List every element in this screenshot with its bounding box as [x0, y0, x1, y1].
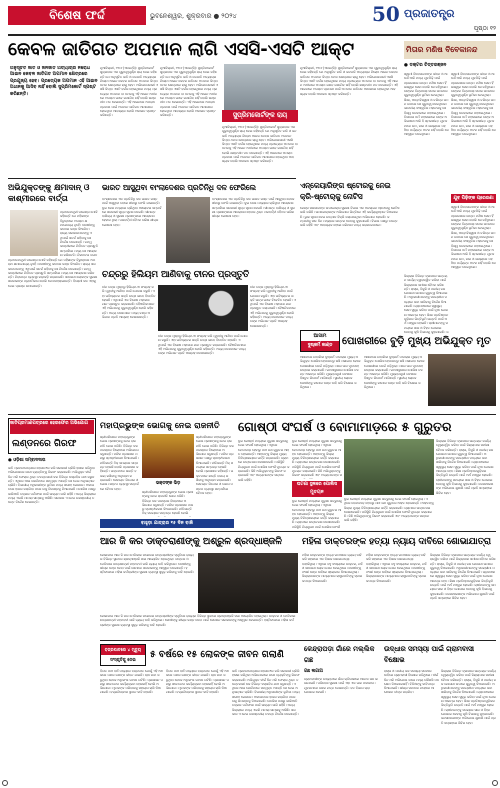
modi-body-b: ପ୍ରଧାନମନ୍ତ୍ରୀ ନରେନ୍ଦ୍ର ମୋଦି କହିଛନ୍ତି ଯେ ମହିଳାଙ୍କ ବିରୁଦ୍ଧରେ ଅପରାଧ କ୍ଷମାଯୋଗ୍ୟ ନୁହେଁ। ଦୋଷୀଙ୍କୁ କଠୋର ଦଣ୍ଡ ଦିଆଯିବ। ରାଜ୍ୟ ସରକାରମାନଙ୍କୁ ଏଥିପାଇଁ ସତର୍କ ରହିବାକୁ ସେ ନିର୍ଦ୍ଦେଶ ଦେଇଛନ୍ତି। ଜମ୍ମୁ କାଶ୍ମୀରରେ ନିର୍ବାଚନ ପ୍ରସ୍ତୁତି ସମ୍ପର୍କରେ ମଧ୍ୟ ସେ ଆଲୋଚନା କରିଛନ୍ତି। ନିରାପତ୍ତା ବ୍ୟବସ୍ଥା କଡ଼ାକଡ଼ି କରାଯାଇଛି। ସାଧାରଣ ଲୋକଙ୍କ ସୁରକ୍ଷା ସରକାରଙ୍କ ପ୍ରାଥମିକତା ବୋଲି ସେ ଦୋହରାଇଛନ୍ତି। ବିରୋଧୀ ଦଳ ଏହାକୁ ନେଇ ପ୍ରଶ୍ନ ଉଠାଇଛନ୍ତି।: [8, 258, 98, 288]
assam-tag-top: ଆସାମ: [313, 333, 327, 339]
br1-headline: କେନ୍ଦ୍ରାପଡ଼ା ଗାଁରେ ମଲ୍ଲିକ ଗଛ: [304, 645, 375, 664]
moon-body-c: ଚୀନ ଚନ୍ଦ୍ର ପୃଷ୍ଠରୁ ହିଲିୟମ-୩ ସଂଗ୍ରହ କରି ପୃଥିବୀକୁ ଆଣିବା ପାଇଁ ଯୋଜନା କରୁଛି। ଏହା ଭବିଷ୍ୟତର ଶକ୍ତି ଉତ୍ସ ଭାବେ ବିବେଚିତ ହେଉଛି। ଏଥିପାଇଁ ଏକ ବିଶେଷ ମହାକାଶ ଯାନ ପ୍ରସ୍ତୁତ କରାଯାଉଛି। ବୈଜ୍ଞାନିକମାନେ ଏହି ଅଭିଯାନକୁ ଗୁରୁତ୍ୱପୂର୍ଣ୍ଣ ବୋଲି କହିଛନ୍ତି। ଅନ୍ୟ ଦେଶମାନେ ମଧ୍ୟ ଚନ୍ଦ୍ର ଅଭିଯାନ ପ୍ରତି ଆଗ୍ରହ ଦେଖାଉଛନ୍ତି।: [158, 334, 248, 356]
march-body-c: ଜିଲ୍ଲାର ବିଭିନ୍ନ ବ୍ଲକରେ ଉନ୍ନୟନ କାର୍ଯ୍ୟ ତ୍ୱରାନ୍ୱିତ କରିବା ପାଇଁ ଜିଲ୍ଲାପାଳ ସମୀକ୍ଷା ବୈଠକ କରିଛନ୍ତି। ରାସ୍ତା, ବିଜୁଳି ଓ ପାନୀୟ ଜଳ ଯୋଗାଣ ଉପରେ ଗୁରୁତ୍ୱ ଦିଆଯାଇଛି। ଅଧିକାରୀମାନଙ୍କୁ ସମୟସୀମା ମଧ୍ୟରେ କାମ ସାରିବାକୁ ନିର୍ଦ୍ଦେଶ ଦିଆଯାଇଛି। ଗ୍ରାମାଞ୍ଚଳରେ ସ୍ୱାସ୍ଥ୍ୟ ସେବା ସୁଦୃଢ଼ କରିବା ପାଇଁ ନୂଆ ଯୋଜନା ଆରମ୍ଭ ହେବ। ଶିକ୍ଷା ପ୍ରତିଷ୍ଠାନଗୁଡ଼ିକର ଭିତ୍ତିଭୂମି ଉନ୍ନତି ପାଇଁ ଅର୍ଥ ମଞ୍ଜୁର ହୋଇଛି। ଚାଷୀମାନଙ୍କୁ ସମୟରେ ସାର ଓ ବିହନ ଯୋଗାଇ ଦେବାକୁ କୃଷି ବିଭାଗକୁ କୁହାଯାଇଛି। ଜନସାଧାରଣଙ୍କ ଅଭିଯୋଗ ଶୁଣାଣି ପାଇଁ ପ୍ରତି ସପ୍ତାହରେ ଶିବିର ହେବ।: [430, 553, 496, 600]
page-number: ପୃଷ୍ଠା ୧୨: [473, 25, 496, 32]
rath-body-b: ଶ୍ରୀମନ୍ଦିରରେ ମହାପ୍ରଭୁଙ୍କ ଭୋଗ ପ୍ରସଙ୍ଗକୁ ନେଇ ରାଜନୀତି ଜୋର ଧରିଛି। ବିଭିନ୍ନ ଦଳ ପରସ୍ପର ବିରୋଧରେ ଅଭିଯୋଗ କରୁଛନ୍ତି। ମନ୍ଦିର ପ୍ରଶାସନ ପକ୍ଷରୁ ସ୍ପଷ୍ଟୀକରଣ ଦିଆଯାଇଛି। ନୀତିକାନ୍ତି ଠିକ୍ ସମୟରେ ସମ୍ପନ୍ନ ହେଉଛି ବୋଲି ପ୍ରଶାସକ କହିଛନ୍ତି। ଭକ୍ତମାନେ ଶାନ୍ତି ବଜାୟ ରଖିବାକୁ ଅନୁରୋଧ କରାଯାଇଛି। ସେବାୟତ ନିଯୋଗ ଓ ଭୋଗ ମଣ୍ଡପ ବ୍ୟବସ୍ଥା ସମ୍ପର୍କରେ ବୈଠକ ହେବ।: [196, 435, 234, 495]
br2-body-a: ରାସ୍ତା ଓ ପାନୀୟ ଜଳ ସମସ୍ୟା ସମାଧାନ ଦାବିରେ ଗ୍ରାମବାସୀ ବିକ୍ଷୋଭ କରିଥିଲେ। ଦୀର୍ଘ ଦିନ ଧରି ଅଭିଯୋଗ କଲେ ମଧ୍ୟ କୌଣସି ପଦକ୍ଷେପ ନିଆଯାଇନାହିଁ। ବିଡିଓଙ୍କୁ ଦାବିପତ୍ର ଦିଆଯାଇଛି। ଶୀଘ୍ର ସମାଧାନ ନହେଲେ ଆନ୍ଦୋଳନ ତୀବ୍ର କରାଯିବ।: [384, 669, 439, 695]
lead-body-col4: ନୂଆଦିଲ୍ଲୀ, ୨୩।୮(ଏଜେନ୍ସି): ସୁପ୍ରିମକୋର୍ଟ ଶୁକ୍ରବାର ଏକ ଗୁରୁତ୍ୱପୂର୍ଣ୍ଣ ରାୟ ଦେଇ କହିଛନ୍ତି ଯେ ଅନୁସୂଚିତ ଜାତି ଓ ଜନଜାତି ଅତ୍ୟାଚାର ନିରୋଧ ଆଇନ କେବଳ ଜାତିଗତ ଅପମାନ କିମ୍ବା ଧମକ କ୍ଷେତ୍ରରେ ଲାଗୁ ହେବ। ଅଭିଯୋଗକାରୀ ଏସସି କିମ୍ବା ଏସଟି ବର୍ଗର ହୋଇଥିଲେ ମଧ୍ୟ ପ୍ରତ୍ୟେକ ଅପମାନ ବା ଧମକକୁ ଏହି ଆଇନ ଅଧୀନରେ ଅପରାଧ ଭାବେ ଗଣାଯିବ ନାହିଁ ବୋଲି ଖଣ୍ଡପୀଠ ମତ ଦେଇଛନ୍ତି। ଏହି ଆଇନରେ ଅପରାଧ ପ୍ରମାଣ ପାଇଁ ଅପମାନ ଜାତିଗତ ଆଧାରରେ ହୋଇଥିବା ଆବଶ୍ୟକ ବୋଲି ଅଦାଲତ ସ୍ପଷ୍ଟ କରିଛନ୍ତି।: [300, 66, 398, 96]
bottom-body-c: ଜାତି ପ୍ରମାଣପତ୍ରରେ ହେରଫେର କରି ସରକାରୀ ଚାକିରି ହାସଲ କରିଥିବା ଅଭିଯୋଗରେ ଜଣେ ବ୍ୟକ୍ତିଙ୍କୁ ଗିରଫ କରାଯାଇଛି। ଅଭିଯୁକ୍ତ ଦୀର୍ଘ ଦିନ ଧରି ଫେରାର ଥିଲା। ତଦନ୍ତକାରୀ ଦଳ ବିଭିନ୍ନ ଦସ୍ତାବିଜ ଯାଞ୍ଚ କରୁଛନ୍ତି। ଏଥିରେ ଆଉ କେଉଁମାନେ ସମ୍ପୃକ୍ତ ଅଛନ୍ତି ସେ ନେଇ ଅନୁସନ୍ଧାନ ଚାଲିଛି। ବିଭାଗୀୟ ଅଧିକାରୀଙ୍କ ଭୂମିକା ମଧ୍ୟ ସନ୍ଦେହ ଘେରରେ। ଅଦାଲତରେ ହାଜର କରାଯିବା ପରେ ତାକୁ ରିମାଣ୍ଡକୁ ନିଆଯାଇଛି। ପୋଲିସ ପକ୍ଷରୁ ଜାଲିଆତି ଚକ୍ରର ପର୍ଦ୍ଦାଫାଶ ପାଇଁ ଉଦ୍ୟମ ଜାରି ରହିଛି। ଅନ୍ୟ ଜିଲ୍ଲାରେ ମଧ୍ୟ ଏଭଳି ମାମଲା ସାମ୍ନାକୁ ଆସିଛି। ସରକାର ଏ ନେଇ ଉଚ୍ଚସ୍ତରୀୟ ତଦନ୍ତ ନିର୍ଦ୍ଦେଶ ଦେଇଛନ୍ତି।: [232, 669, 300, 716]
kolkata-headline: ଆର ଜି କର ଡାକ୍ତରାଣୀଙ୍କୁ ଅଶ୍ରୁଳ ଶ୍ରଦ୍ଧାଞ୍ଜଳି: [100, 536, 282, 547]
registration-mark: [2, 780, 8, 786]
masthead-logo-mark: [372, 3, 402, 25]
br2-headline: ଉଦ୍ଧାର ସମସ୍ୟା ପାଇଁ ଗ୍ରାମବାସୀ ବିକ୍ଷୋଭ: [384, 645, 474, 664]
lead-headline: କେବଳ ଜାତିଗତ ଅପମାନ ଲାଗି ଏସସି-ଏସଟି ଆକ୍ଟ: [8, 39, 355, 60]
masthead-brand: ପ୍ରଜାତନ୍ତ୍ର: [404, 7, 455, 20]
opinion-byline: ● ଡକ୍ଟର ଚିତ୍ତରଞ୍ଜନ: [404, 63, 447, 68]
rath-tag: ବାହୁଡ଼ା ଯାତ୍ରାର ୧୫ ଦିନ ବାକି: [100, 519, 234, 528]
section-title: ବିଶେଷ ଫର୍ଦ୍ଦ: [49, 8, 105, 22]
bottom-headline: ୫ ବର୍ଷରେ ୧୫ ଲୋକଙ୍କ ଜୀବନ ଗଲାଣି: [150, 649, 284, 660]
modi-photo: [10, 210, 58, 256]
clash-body-a: ଦୁଇ ଗୋଷ୍ଠୀ ମଧ୍ୟରେ ପୁରୁଣା ଶତ୍ରୁତାକୁ ନେଇ ସଂଘର୍ଷ ହୋଇଥିଲା। ଏଥିରେ ବୋମାମାଡ଼ ହେବାରୁ ପାଞ୍ଚ ଜଣ ଗୁରୁତର ଆହତ ହୋଇଛନ୍ତି। ଆହତଙ୍କୁ ଜିଲ୍ଲା ମୁଖ୍ୟ ଚିକିତ୍ସାଳୟରେ ଭର୍ତ୍ତି କରାଯାଇଛି। ଗ୍ରାମରେ ଉତ୍ତେଜନା ଦେଖାଦେଇଛି। ପରିସ୍ଥିତି ନିୟନ୍ତ୍ରଣ ପାଇଁ ପୋଲିସ ଫୋର୍ସ ମୁତୟନ କରାଯାଇଛି। କିଛି ଅଭିଯୁକ୍ତଙ୍କୁ ଗିରଫ କରାଯାଇଛି ଏବଂ ଅନ୍ୟମାନଙ୍କ ସନ୍ଧାନ ଜାରି ରହିଛି।: [238, 439, 290, 482]
lower-rule: [100, 531, 496, 532]
bangladesh-photo: [166, 197, 210, 263]
notice-body: କେନ୍ଦ୍ର ସରକାରଙ୍କ ଉପଭୋକ୍ତା ସୁରକ୍ଷା ବିଭାଗ ଏକ ଅନଲାଇନ ଷ୍ଟୋରକୁ ନୋଟିସ ଜାରି କରିଛି। ଉପଭୋକ୍ତାଙ୍କ ଅଭିଯୋଗ ଭିତ୍ତିରେ ଏହି କାର୍ଯ୍ୟାନୁଷ୍ଠାନ ନିଆଯାଇଛି। ଭୁଲ ସୂଚନା ଦେଇ ଉତ୍ପାଦ ବିକ୍ରି କରାଯାଉଥିବା ଅଭିଯୋଗ ହୋଇଛି। କମ୍ପାନୀକୁ ସାତ ଦିନ ମଧ୍ୟରେ ଉତ୍ତର ଦେବାକୁ କୁହାଯାଇଛି। ବିଭାଗ ପକ୍ଷରୁ ତଦନ୍ତ ଜାରି ରହିଛି ଏବଂ ଆବଶ୍ୟକ ହେଲେ ଜରିମାନା ମଧ୍ୟ କରାଯାଇପାରେ।: [300, 206, 400, 228]
clash-headline: ଗୋଷ୍ଠୀ ସଂଘର୍ଷ ଓ ବୋମାମାଡ଼ରେ ୫ ଗୁରୁତର: [238, 419, 452, 434]
march-body-a: ମହିଳା ଡାକ୍ତରଙ୍କ ହତ୍ୟା ଘଟଣାରେ ନ୍ୟାୟ ଦାବି କରି ସହରରେ ଏକ ବିଶାଳ ଶୋଭାଯାତ୍ରା ବାହାରିଥିଲା। ଏଥିରେ ବହୁ ସଂଖ୍ୟାରେ ଡାକ୍ତର, ନର୍ସ ଓ ସାଧାରଣ ଲୋକ ଯୋଗ ଦେଇଥିଲେ। ଦୋଷୀଙ୍କୁ ଫାଶୀ ଦଣ୍ଡ ଦାବିରେ ସ୍ଲୋଗାନ ଦିଆଯାଇଥିଲା। ଜିଲ୍ଲାପାଳଙ୍କ ମାଧ୍ୟମରେ ରାଷ୍ଟ୍ରପତିଙ୍କୁ ସ୍ମାରକପତ୍ର ଦିଆଯାଇଛି।: [302, 553, 363, 583]
rath-sub: ଭକ୍ତଙ୍କ ଭିଡ଼: [155, 481, 181, 486]
clash-body-d: ଦୁଇ ଗୋଷ୍ଠୀ ମଧ୍ୟରେ ପୁରୁଣା ଶତ୍ରୁତାକୁ ନେଇ ସଂଘର୍ଷ ହୋଇଥିଲା। ଏଥିରେ ବୋମାମାଡ଼ ହେବାରୁ ପାଞ୍ଚ ଜଣ ଗୁରୁତର ଆହତ ହୋଇଛନ୍ତି। ଆହତଙ୍କୁ ଜିଲ୍ଲା ମୁଖ୍ୟ ଚିକିତ୍ସାଳୟରେ ଭର୍ତ୍ତି କରାଯାଇଛି। ଗ୍ରାମରେ ଉତ୍ତେଜନା ଦେଖାଦେଇଛି। ପରିସ୍ଥିତି ନିୟନ୍ତ୍ରଣ ପାଇଁ ପୋଲିସ ଫୋର୍ସ ମୁତୟନ କରାଯାଇଛି। କିଛି ଅଭିଯୁକ୍ତଙ୍କୁ ଗିରଫ କରାଯାଇଛି ଏବଂ ଅନ୍ୟମାନଙ୍କ ସନ୍ଧାନ ଜାରି ରହିଛି।: [344, 497, 434, 523]
assam-tag-bottom: ଦୁଷ୍କର୍ମ କାଣ୍ଡ: [301, 341, 339, 351]
assam-body-a: ଆସାମରେ ନାବାଳିକା ଦୁଷ୍କର୍ମ ମାମଲାର ମୁଖ୍ୟ ଅଭିଯୁକ୍ତ ପୋଲିସ ହେପାଜତରୁ ଖସି ପଳାଇବା ବେଳେ ପୋଖରୀରେ ଡେଇଁ ପଡ଼ିଥିଲା। ପରେ ତାର ମୃତଦେହ ଉଦ୍ଧାର କରାଯାଇଛି। ଘଟଣାସ୍ଥଳରେ ପୋଲିସ ତଦନ୍ତ ଆରମ୍ଭ କରିଛି। ମୁଖ୍ୟମନ୍ତ୍ରୀ ଘଟଣାର ବିସ୍ତୃତ ରିପୋର୍ଟ ମାଗିଛନ୍ତି। ସ୍ଥାନୀୟ ଲୋକେ ଦୋଷୀଙ୍କୁ କଠୋର ଦଣ୍ଡ ଦାବି କରି ବିକ୍ଷୋଭ କରିଥିଲେ।: [300, 355, 361, 390]
modi-headline: ଅଭିଯୁକ୍ତଙ୍କୁ କ୍ଷମାଦାନ୍ ଓ କାଶ୍ମୀରରେ ବାର୍ତ୍ତା: [8, 183, 90, 203]
assam-tag: [300, 330, 340, 352]
moon-body-b: ଚୀନ ଚନ୍ଦ୍ର ପୃଷ୍ଠରୁ ହିଲିୟମ-୩ ସଂଗ୍ରହ କରି ପୃଥିବୀକୁ ଆଣିବା ପାଇଁ ଯୋଜନା କରୁଛି। ଏହା ଭବିଷ୍ୟତର ଶକ୍ତି ଉତ୍ସ ଭାବେ ବିବେଚିତ ହେଉଛି। ଏଥିପାଇଁ ଏକ ବିଶେଷ ମହାକାଶ ଯାନ ପ୍ରସ୍ତୁତ କରାଯାଉଛି। ବୈଜ୍ଞାନିକମାନେ ଏହି ଅଭିଯାନକୁ ଗୁରୁତ୍ୱପୂର୍ଣ୍ଣ ବୋଲି କହିଛନ୍ତି। ଅନ୍ୟ ଦେଶମାନେ ମଧ୍ୟ ଚନ୍ଦ୍ର ଅଭିଯାନ ପ୍ରତି ଆଗ୍ରହ ଦେଖାଉଛନ୍ତି।: [250, 285, 296, 328]
rath-headline: ମହାପ୍ରଭୁଙ୍କ ଭୋଗକୁ ନେଇ ରାଜନୀତି: [100, 420, 220, 430]
registration-mark: [492, 780, 498, 786]
leftcol-byline: ● ଓଡ଼ିଶା ସମ୍ବାଦଦାତା: [8, 458, 46, 463]
dateline: ଭୁବନେଶ୍ୱର, ଶୁକ୍ରବାର ● ୨୦୨୪: [150, 12, 237, 20]
opinion-body-col1: ସ୍ୱାମୀ ବିବେକାନନ୍ଦଙ୍କ ଜୀବନ ଓ ଆଦର୍ଶ ଆଜି ମଧ୍ୟ ଯୁବପିଢ଼ି ପାଇଁ ପ୍ରେରଣାର ଉତ୍ସ। ମଣିଷ ସେବା ହିଁ ଈଶ୍ୱର ସେବା ବୋଲି ସେ କହିଥିଲେ। ତାଙ୍କର ଚିନ୍ତାଧାରା ସମାଜ ଗଠନରେ ଗୁରୁତ୍ୱପୂର୍ଣ୍ଣ ଭୂମିକା ନେଇଥିଲା। ଶିକ୍ଷା, ଆତ୍ମବିଶ୍ୱାସ ଓ ଚରିତ୍ର ଗଠନ ଉପରେ ସେ ଗୁରୁତ୍ୱ ଦେଇଥିଲେ। ଭାରତୀୟ ସଂସ୍କୃତିର ମହାନତାକୁ ସେ ବିଶ୍ୱ ଦରବାରରେ ପହଞ୍ଚାଇଥିଲେ। ଚିକାଗୋ ଧର୍ମ ମହାସଭାରେ ତାଙ୍କ ଅଭିଭାଷଣ ଆଜି ବି ସ୍ମରଣୀୟ। ଯୁବକମାନେ ଉଠ, ଜାଗ ଓ ଲକ୍ଷ୍ୟରେ ପହଞ୍ଚିବା ପର୍ଯ୍ୟନ୍ତ ଅଟକ ନାହିଁ ବୋଲି ସେ ଆହ୍ୱାନ ଦେଇଥିଲେ।: [404, 72, 449, 137]
clash-body-c: ଦୁଇ ଗୋଷ୍ଠୀ ମଧ୍ୟରେ ପୁରୁଣା ଶତ୍ରୁତାକୁ ନେଇ ସଂଘର୍ଷ ହୋଇଥିଲା। ଏଥିରେ ବୋମାମାଡ଼ ହେବାରୁ ପାଞ୍ଚ ଜଣ ଗୁରୁତର ଆହତ ହୋଇଛନ୍ତି। ଆହତଙ୍କୁ ଜିଲ୍ଲା ମୁଖ୍ୟ ଚିକିତ୍ସାଳୟରେ ଭର୍ତ୍ତି କରାଯାଇଛି। ଗ୍ରାମରେ ଉତ୍ତେଜନା ଦେଖାଦେଇଛି। ପରିସ୍ଥିତି ନିୟନ୍ତ୍ରଣ ପାଇଁ ପୋଲିସ ଫୋର୍ସ: [292, 499, 342, 529]
mid-rule: [8, 414, 496, 415]
moon-headline: ଚନ୍ଦ୍ରରୁ ହିଲିୟମ ଆଣିବାକୁ ଚୀନର ପ୍ରସ୍ତୁତି: [102, 270, 250, 280]
lead-body-col1: ନୂଆଦିଲ୍ଲୀ, ୨୩।୮(ଏଜେନ୍ସି): ସୁପ୍ରିମକୋର୍ଟ ଶୁକ୍ରବାର ଏକ ଗୁରୁତ୍ୱପୂର୍ଣ୍ଣ ରାୟ ଦେଇ କହିଛନ୍ତି ଯେ ଅନୁସୂଚିତ ଜାତି ଓ ଜନଜାତି ଅତ୍ୟାଚାର ନିରୋଧ ଆଇନ କେବଳ ଜାତିଗତ ଅପମାନ କିମ୍ବା ଧମକ କ୍ଷେତ୍ରରେ ଲାଗୁ ହେବ। ଅଭିଯୋଗକାରୀ ଏସସି କିମ୍ବା ଏସଟି ବର୍ଗର ହୋଇଥିଲେ ମଧ୍ୟ ପ୍ରତ୍ୟେକ ଅପମାନ ବା ଧମକକୁ ଏହି ଆଇନ ଅଧୀନରେ ଅପରାଧ ଭାବେ ଗଣାଯିବ ନାହିଁ ବୋଲି ଖଣ୍ଡପୀଠ ମତ ଦେଇଛନ୍ତି। ଏହି ଆଇନରେ ଅପରାଧ ପ୍ରମାଣ ପାଇଁ ଅପମାନ ଜାତିଗତ ଆଧାରରେ ହୋଇଥିବା ଆବଶ୍ୟକ ବୋଲି ଅଦାଲତ ସ୍ପଷ୍ଟ କରିଛନ୍ତି।: [100, 66, 158, 118]
header-rule: [8, 34, 496, 36]
notice-headline: ଏନ୍‌କେୟାରିଙ୍ଗ ଷ୍ଟୋରକୁ ନେଇ କ୍ରି-ଷ୍ଟୋର୍‌କୁ ନୋଟିସ: [300, 181, 391, 201]
assam-photo: [428, 354, 496, 406]
opinion-body-col2: ସ୍ୱାମୀ ବିବେକାନନ୍ଦଙ୍କ ଜୀବନ ଓ ଆଦର୍ଶ ଆଜି ମଧ୍ୟ ଯୁବପିଢ଼ି ପାଇଁ ପ୍ରେରଣାର ଉତ୍ସ। ମଣିଷ ସେବା ହିଁ ଈଶ୍ୱର ସେବା ବୋଲି ସେ କହିଥିଲେ। ତାଙ୍କର ଚିନ୍ତାଧାରା ସମାଜ ଗଠନରେ ଗୁରୁତ୍ୱପୂର୍ଣ୍ଣ ଭୂମିକା ନେଇଥିଲା। ଶିକ୍ଷା, ଆତ୍ମବିଶ୍ୱାସ ଓ ଚରିତ୍ର ଗଠନ ଉପରେ ସେ ଗୁରୁତ୍ୱ ଦେଇଥିଲେ। ଭାରତୀୟ ସଂସ୍କୃତିର ମହାନତାକୁ ସେ ବିଶ୍ୱ ଦରବାରରେ ପହଞ୍ଚାଇଥିଲେ। ଚିକାଗୋ ଧର୍ମ ମହାସଭାରେ ତାଙ୍କ ଅଭିଭାଷଣ ଆଜି ବି ସ୍ମରଣୀୟ। ଯୁବକମାନେ ଉଠ, ଜାଗ ଓ ଲକ୍ଷ୍ୟରେ ପହଞ୍ଚିବା ପର୍ଯ୍ୟନ୍ତ ଅଟକ ନାହିଁ ବୋଲି ସେ ଆହ୍ୱାନ ଦେଇଥିଲେ।: [451, 72, 496, 137]
supreme-court-photo: [224, 64, 296, 110]
bottom-tag: ବଜ୍ରପାତରେ ୪ ମୃତ୍ୟୁ: [101, 645, 145, 655]
opinion-subhead: ଯୁବ ପିଢ଼ିଙ୍କ ପ୍ରେରଣା: [451, 194, 496, 203]
opinion-body-col2b: ସ୍ୱାମୀ ବିବେକାନନ୍ଦଙ୍କ ଜୀବନ ଓ ଆଦର୍ଶ ଆଜି ମଧ୍ୟ ଯୁବପିଢ଼ି ପାଇଁ ପ୍ରେରଣାର ଉତ୍ସ। ମଣିଷ ସେବା ହିଁ ଈଶ୍ୱର ସେବା ବୋଲି ସେ କହିଥିଲେ। ତାଙ୍କର ଚିନ୍ତାଧାରା ସମାଜ ଗଠନରେ ଗୁରୁତ୍ୱପୂର୍ଣ୍ଣ ଭୂମିକା ନେଇଥିଲା। ଶିକ୍ଷା, ଆତ୍ମବିଶ୍ୱାସ ଓ ଚରିତ୍ର ଗଠନ ଉପରେ ସେ ଗୁରୁତ୍ୱ ଦେଇଥିଲେ। ଭାରତୀୟ ସଂସ୍କୃତିର ମହାନତାକୁ ସେ ବିଶ୍ୱ ଦରବାରରେ ପହଞ୍ଚାଇଥିଲେ। ଚିକାଗୋ ଧର୍ମ ମହାସଭାରେ ତାଙ୍କ ଅଭିଭାଷଣ ଆଜି ବି ସ୍ମରଣୀୟ। ଯୁବକମାନେ ଉଠ, ଜାଗ ଓ ଲକ୍ଷ୍ୟରେ ପହଞ୍ଚିବା ପର୍ଯ୍ୟନ୍ତ ଅଟକ ନାହିଁ ବୋଲି ସେ ଆହ୍ୱାନ ଦେଇଥିଲେ।: [451, 205, 496, 270]
bangladesh-headline: ଭାରତ ଆସୁଥିବା ବାଂଲାଦେଶର ପ୍ରତିନିଧି ଦଳ ଫେରିଲେ: [102, 183, 256, 192]
logo-number: 50: [372, 2, 400, 26]
rath-body-c: ଶ୍ରୀମନ୍ଦିରରେ ମହାପ୍ରଭୁଙ୍କ ଭୋଗ ପ୍ରସଙ୍ଗକୁ ନେଇ ରାଜନୀତି ଜୋର ଧରିଛି। ବିଭିନ୍ନ ଦଳ ପରସ୍ପର ବିରୋଧରେ ଅଭିଯୋଗ କରୁଛନ୍ତି। ମନ୍ଦିର ପ୍ରଶାସନ ପକ୍ଷରୁ ସ୍ପଷ୍ଟୀକରଣ ଦିଆଯାଇଛି। ନୀତିକାନ୍ତି ଠିକ୍ ସମୟରେ ସମ୍ପନ୍ନ ହେଉଛି ବୋଲି: [142, 490, 194, 516]
assam-headline: ପୋଖରୀରେ ବୁଡ଼ି ମୁଖ୍ୟ ଅଭିଯୁକ୍ତ ମୃତ: [342, 336, 491, 347]
jagannath-photo: [142, 434, 194, 478]
br2-body-b: ଜିଲ୍ଲାର ବିଭିନ୍ନ ବ୍ଲକରେ ଉନ୍ନୟନ କାର୍ଯ୍ୟ ତ୍ୱରାନ୍ୱିତ କରିବା ପାଇଁ ଜିଲ୍ଲାପାଳ ସମୀକ୍ଷା ବୈଠକ କରିଛନ୍ତି। ରାସ୍ତା, ବିଜୁଳି ଓ ପାନୀୟ ଜଳ ଯୋଗାଣ ଉପରେ ଗୁରୁତ୍ୱ ଦିଆଯାଇଛି। ଅଧିକାରୀମାନଙ୍କୁ ସମୟସୀମା ମଧ୍ୟରେ କାମ ସାରିବାକୁ ନିର୍ଦ୍ଦେଶ ଦିଆଯାଇଛି। ଗ୍ରାମାଞ୍ଚଳରେ ସ୍ୱାସ୍ଥ୍ୟ ସେବା ସୁଦୃଢ଼ କରିବା ପାଇଁ ନୂଆ ଯୋଜନା ଆରମ୍ଭ ହେବ। ଶିକ୍ଷା ପ୍ରତିଷ୍ଠାନଗୁଡ଼ିକର ଭିତ୍ତିଭୂମି ଉନ୍ନତି ପାଇଁ ଅର୍ଥ ମଞ୍ଜୁର ହୋଇଛି। ଚାଷୀମାନଙ୍କୁ ସମୟରେ ସାର ଓ ବିହନ ଯୋଗାଇ ଦେବାକୁ କୃଷି ବିଭାଗକୁ କୁହାଯାଇଛି। ଜନସାଧାରଣଙ୍କ ଅଭିଯୋଗ ଶୁଣାଣି ପାଇଁ ପ୍ରତି ସପ୍ତାହରେ ଶିବିର ହେବ।: [441, 669, 496, 725]
clash-body-b: ଦୁଇ ଗୋଷ୍ଠୀ ମଧ୍ୟରେ ପୁରୁଣା ଶତ୍ରୁତାକୁ ନେଇ ସଂଘର୍ଷ ହୋଇଥିଲା। ଏଥିରେ ବୋମାମାଡ଼ ହେବାରୁ ପାଞ୍ଚ ଜଣ ଗୁରୁତର ଆହତ ହୋଇଛନ୍ତି। ଆହତଙ୍କୁ ଜିଲ୍ଲା ମୁଖ୍ୟ ଚିକିତ୍ସାଳୟରେ ଭର୍ତ୍ତି କରାଯାଇଛି। ଗ୍ରାମରେ ଉତ୍ତେଜନା ଦେଖାଦେଇଛି। ପରିସ୍ଥିତି ନିୟନ୍ତ୍ରଣ ପାଇଁ ପୋଲିସ ଫୋର୍ସ ମୁତୟନ କରାଯାଇଛି। କିଛି ଅଭିଯୁକ୍ତଙ୍କୁ ଗିରଫ କରାଯାଇଛି ଏବଂ ଅନ୍ୟମାନଙ୍କ ସ: [292, 439, 342, 478]
bottom-tag-box: [100, 644, 146, 666]
modi-body-a: ପ୍ରଧାନମନ୍ତ୍ରୀ ନରେନ୍ଦ୍ର ମୋଦି କହିଛନ୍ତି ଯେ ମହିଳାଙ୍କ ବିରୁଦ୍ଧରେ ଅପରାଧ କ୍ଷମାଯୋଗ୍ୟ ନୁହେଁ। ଦୋଷୀଙ୍କୁ କଠୋର ଦଣ୍ଡ ଦିଆଯିବ। ରାଜ୍ୟ ସରକାରମାନଙ୍କୁ ଏଥିପାଇଁ ସତର୍କ ରହିବାକୁ ସେ ନିର୍ଦ୍ଦେଶ ଦେଇଛନ୍ତି। ଜମ୍ମୁ କାଶ୍ମୀରରେ ନିର୍ବାଚନ ପ୍ରସ୍ତୁତି ସମ୍ପର୍କରେ ମଧ୍ୟ ସେ ଆଲୋଚନା କରିଛନ୍ତି। ନିରାପତ୍ତା ବ୍ୟବ: [60, 210, 98, 256]
kolkata-body-a: କୋଲକାତା ଆର ଜି କର ମେଡିକାଲ କଲେଜର ଡାକ୍ତରାଣୀଙ୍କ ସ୍ମୃତିରେ ରାଜ୍ୟର ବିଭିନ୍ନ ସ୍ଥାନରେ ଶ୍ରଦ୍ଧାଞ୍ଜଳି ସଭା ଆୟୋଜିତ ହୋଇଥିଲା। ଡାକ୍ତର ଓ ମେଡିକାଲ ଛାତ୍ରଛାତ୍ରୀ ମହମବତୀ ଜାଳି ନ୍ୟାୟ ଦାବି କରିଥିଲେ। ଦୋଷୀଙ୍କୁ ଶୀଘ୍ର ଦଣ୍ଡ ଦେବା ପାଇଁ ସେମାନେ ସରକାରଙ୍କୁ ଆହ୍ୱାନ ଦେଇଛନ୍ତି। ହସ୍ପିଟାଲରେ ମହିଳା କର୍ମଚାରୀଙ୍କ ସୁରକ୍ଷା ବ୍ୟବସ୍ଥା ସୁଦୃଢ଼ କରିବାକୁ ଦାବି ହୋଇଛି।: [100, 553, 195, 575]
court-tag: ସୁପ୍ରିମକୋର୍ଟଙ୍କ ରାୟ: [222, 110, 298, 122]
moon-photo: [158, 285, 248, 331]
kolkata-body-b: କୋଲକାତା ଆର ଜି କର ମେଡିକାଲ କଲେଜର ଡାକ୍ତରାଣୀଙ୍କ ସ୍ମୃତିରେ ରାଜ୍ୟର ବିଭିନ୍ନ ସ୍ଥାନରେ ଶ୍ରଦ୍ଧାଞ୍ଜଳି ସଭା ଆୟୋଜିତ ହୋଇଥିଲା। ଡାକ୍ତର ଓ ମେଡିକାଲ ଛାତ୍ରଛାତ୍ରୀ ମହମବତୀ ଜାଳି ନ୍ୟାୟ ଦାବି କରିଥିଲେ। ଦୋଷୀଙ୍କୁ ଶୀଘ୍ର ଦଣ୍ଡ ଦେବା ପାଇଁ ସେମାନେ ସରକାରଙ୍କୁ ଆହ୍ୱାନ ଦେଇଛନ୍ତି। ହସ୍ପିଟାଲରେ ମହିଳା କର୍ମଚାରୀଙ୍କ ସୁରକ୍ଷା ବ୍ୟବସ୍ଥା ସୁଦୃଢ଼ କରିବାକୁ ଦାବି ହୋଇଛି।: [100, 614, 296, 627]
bangladesh-body-a: ବାଂଲାଦେଶର ଏକ ପ୍ରତିନିଧି ଦଳ ଭାରତ ଗସ୍ତ ପାଇଁ ଆସୁଥିବା ବେଳେ ସୀମାରୁ ଫେରି ଯାଇଛନ୍ତି। ଦୁଇ ଦେଶ ମଧ୍ୟରେ ଚାଲିଥିବା ଆଲୋଚନା ସମ୍ପର୍କରେ ସରକାରୀ ସୂତ୍ର ସୂଚନା ଦେଇଛି। ସୀମାନ୍ତ ବାଣିଜ୍ୟ ଓ ସୁରକ୍ଷା ପ୍ରସଙ୍ଗରେ ଆଲୋଚନା ହେବାର ଥିଲା। ପରବର୍ତ୍ତୀ ବୈଠକ ତାରିଖ ଶୀଘ୍ର ଘୋଷଣା ହେବ।: [102, 197, 162, 227]
opinion-kicker: ମିତାର ମଣିଷ ବିବେକାନନ୍ଦ: [406, 45, 478, 54]
lead-quote: ଅନୁସୂଚିତ ଜାତି ଓ ଜନଜାତି ଅତ୍ୟାଚାର ନିରୋଧ ଆଇନ କେବଳ ଜାତିଗତ ଅପମାନ କ୍ଷେତ୍ରରେ ପ୍ରଯୁଜ୍ୟ ହେବ। ପ୍ରତ୍ୟେକ ଅପମାନ ଏହି ଆଇନ ଅଧୀନକୁ ଆସିବ ନାହିଁ ବୋଲି ସୁପ୍ରିମକୋର୍ଟ ସ୍ପଷ୍ଟ କରିଛନ୍ତି।: [10, 66, 98, 97]
br1-body: ଗ୍ରାମବାସୀଙ୍କ ଉଦ୍ୟମରେ ଗାଁର ଚାରିପାଖରେ ଅନେକ ଗଛ ଲଗାଯାଇଛି। ପରିବେଶ ସୁରକ୍ଷା ପାଇଁ ଏହା ଏକ ଭଲ ପଦକ୍ଷେପ। ଯୁବକମାନେ ଗଛର ଯତ୍ନ ନେଉଛନ୍ତି। ବନ ବିଭାଗ ଚାରା ଯୋଗାଇ ଦେଇଛି।: [304, 677, 378, 694]
lead-body-col2: ନୂଆଦିଲ୍ଲୀ, ୨୩।୮(ଏଜେନ୍ସି): ସୁପ୍ରିମକୋର୍ଟ ଶୁକ୍ରବାର ଏକ ଗୁରୁତ୍ୱପୂର୍ଣ୍ଣ ରାୟ ଦେଇ କହିଛନ୍ତି ଯେ ଅନୁସୂଚିତ ଜାତି ଓ ଜନଜାତି ଅତ୍ୟାଚାର ନିରୋଧ ଆଇନ କେବଳ ଜାତିଗତ ଅପମାନ କିମ୍ବା ଧମକ କ୍ଷେତ୍ରରେ ଲାଗୁ ହେବ। ଅଭିଯୋଗକାରୀ ଏସସି କିମ୍ବା ଏସଟି ବର୍ଗର ହୋଇଥିଲେ ମଧ୍ୟ ପ୍ରତ୍ୟେକ ଅପମାନ ବା ଧମକକୁ ଏହି ଆଇନ ଅଧୀନରେ ଅପରାଧ ଭାବେ ଗଣାଯିବ ନାହିଁ ବୋଲି ଖଣ୍ଡପୀଠ ମତ ଦେଇଛନ୍ତି। ଏହି ଆଇନରେ ଅପରାଧ ପ୍ରମାଣ ପାଇଁ ଅପମାନ ଜାତିଗତ ଆଧାରରେ ହୋଇଥିବା ଆବଶ୍ୟକ ବୋଲି ଅଦାଲତ ସ୍ପଷ୍ଟ କରିଛନ୍ତି।: [160, 66, 218, 118]
br1-sub: ଗଛ ଲଗାଅ: [304, 669, 323, 674]
bottom-rule: [100, 640, 496, 641]
assam-body-b: ଆସାମରେ ନାବାଳିକା ଦୁଷ୍କର୍ମ ମାମଲାର ମୁଖ୍ୟ ଅଭିଯୁକ୍ତ ପୋଲିସ ହେପାଜତରୁ ଖସି ପଳାଇବା ବେଳେ ପୋଖରୀରେ ଡେଇଁ ପଡ଼ିଥିଲା। ପରେ ତାର ମୃତଦେହ ଉଦ୍ଧାର କରାଯାଇଛି। ଘଟଣାସ୍ଥଳରେ ପୋଲିସ ତଦନ୍ତ ଆରମ୍ଭ କରିଛି। ମୁଖ୍ୟମନ୍ତ୍ରୀ ଘଟଣାର ବିସ୍ତୃତ ରିପୋର୍ଟ ମାଗିଛନ୍ତି। ସ୍ଥାନୀୟ ଲୋକେ ଦୋଷୀଙ୍କୁ କଠୋର ଦଣ୍ଡ ଦାବି କରି ବିକ୍ଷୋଭ କରିଥିଲେ।: [364, 355, 425, 390]
leftcol-body: ଜାତି ପ୍ରମାଣପତ୍ରରେ ହେରଫେର କରି ସରକାରୀ ଚାକିରି ହାସଲ କରିଥିବା ଅଭିଯୋଗରେ ଜଣେ ବ୍ୟକ୍ତିଙ୍କୁ ଗିରଫ କରାଯାଇଛି। ଅଭିଯୁକ୍ତ ଦୀର୍ଘ ଦିନ ଧରି ଫେରାର ଥିଲା। ତଦନ୍ତକାରୀ ଦଳ ବିଭିନ୍ନ ଦସ୍ତାବିଜ ଯାଞ୍ଚ କରୁଛନ୍ତି। ଏଥିରେ ଆଉ କେଉଁମାନେ ସମ୍ପୃକ୍ତ ଅଛନ୍ତି ସେ ନେଇ ଅନୁସନ୍ଧାନ ଚାଲିଛି। ବିଭାଗୀୟ ଅଧିକାରୀଙ୍କ ଭୂମିକା ମଧ୍ୟ ସନ୍ଦେହ ଘେରରେ। ଅଦାଲତରେ ହାଜର କରାଯିବା ପରେ ତାକୁ ରିମାଣ୍ଡକୁ ନିଆଯାଇଛି। ପୋଲିସ ପକ୍ଷରୁ ଜାଲିଆତି ଚକ୍ରର ପର୍ଦ୍ଦାଫାଶ ପାଇଁ ଉଦ୍ୟମ ଜାରି ରହିଛି। ଅନ୍ୟ ଜିଲ୍ଲାରେ ମଧ୍ୟ ଏଭଳି ମାମଲା ସାମ୍ନାକୁ ଆସିଛି। ସରକାର ଏ ନେଇ ଉଚ୍ଚସ୍ତରୀୟ ତଦନ୍ତ ନିର୍ଦ୍ଦେଶ ଦେଇଛନ୍ତି।: [8, 466, 96, 505]
moon-body-a: ଚୀନ ଚନ୍ଦ୍ର ପୃଷ୍ଠରୁ ହିଲିୟମ-୩ ସଂଗ୍ରହ କରି ପୃଥିବୀକୁ ଆଣିବା ପାଇଁ ଯୋଜନା କରୁଛି। ଏହା ଭବିଷ୍ୟତର ଶକ୍ତି ଉତ୍ସ ଭାବେ ବିବେଚିତ ହେଉଛି। ଏଥିପାଇଁ ଏକ ବିଶେଷ ମହାକାଶ ଯାନ ପ୍ରସ୍ତୁତ କରାଯାଉଛି। ବୈଜ୍ଞାନିକମାନେ ଏହି ଅଭିଯାନକୁ ଗୁରୁତ୍ୱପୂର୍ଣ୍ଣ ବୋଲି କହିଛନ୍ତି। ଅନ୍ୟ ଦେଶମାନେ ମଧ୍ୟ ଚନ୍ଦ୍ର ଅଭିଯାନ ପ୍ରତି ଆଗ୍ରହ ଦେଖାଉଛନ୍ତି।: [102, 285, 156, 320]
bottom-body-b: ବିଗତ ପାଞ୍ଚ ବର୍ଷ ମଧ୍ୟରେ ବଜ୍ରପାତ ଯୋଗୁଁ ଏହି ଅଞ୍ଚଳରେ ପନ୍ଦର ଜଣଙ୍କ ଜୀବନ ଯାଇଛି। ଚାଷ କାମ କରୁଥିବା ବେଳେ ଅଧିକାଂଶ ଘଟଣା ଘଟିଛି। ପ୍ରଶାସନ ପକ୍ଷରୁ ସଚେତନତା କାର୍ଯ୍ୟକ୍ରମ ହେଉନାହିଁ ବୋଲି ଅଭିଯୋଗ। ମୃତକଙ୍କ ପରିବାରକୁ ସହାୟତା ରାଶି ଦିଆଯାଇଛି। ବଜ୍ରନିରୋଧକ ସ୍ଥାପନ ଦାବି ହେଉଛି।: [166, 669, 229, 695]
bangladesh-body-b: ବାଂଲାଦେଶର ଏକ ପ୍ରତିନିଧି ଦଳ ଭାରତ ଗସ୍ତ ପାଇଁ ଆସୁଥିବା ବେଳେ ସୀମାରୁ ଫେରି ଯାଇଛନ୍ତି। ଦୁଇ ଦେଶ ମଧ୍ୟରେ ଚାଲିଥିବା ଆଲୋଚନା ସମ୍ପର୍କରେ ସରକାରୀ ସୂତ୍ର ସୂଚନା ଦେଇଛି। ସୀମାନ୍ତ ବାଣିଜ୍ୟ ଓ ସୁରକ୍ଷା ପ୍ରସଙ୍ଗରେ ଆଲୋଚନା ହେବାର ଥିଲା। ପରବର୍ତ୍ତୀ ବୈଠକ ତାରିଖ ଶୀଘ୍ର ଘୋଷଣା ହେବ।: [212, 197, 295, 219]
leftcol-headline: ଲଣ୍ଡନରେ ଗିରଫ: [12, 439, 77, 449]
clash-photo: [344, 439, 434, 495]
clash-red-tag: ଘଟଣା ସ୍ଥଳରେ ପୋଲିସ ମୁତୟନ: [292, 481, 342, 497]
bottom-sub: ସଂସ୍କୃତିକୁ ନେଇ: [110, 657, 136, 662]
clash-body-e: ଜିଲ୍ଲାର ବିଭିନ୍ନ ବ୍ଲକରେ ଉନ୍ନୟନ କାର୍ଯ୍ୟ ତ୍ୱରାନ୍ୱିତ କରିବା ପାଇଁ ଜିଲ୍ଲାପାଳ ସମୀକ୍ଷା ବୈଠକ କରିଛନ୍ତି। ରାସ୍ତା, ବିଜୁଳି ଓ ପାନୀୟ ଜଳ ଯୋଗାଣ ଉପରେ ଗୁରୁତ୍ୱ ଦିଆଯାଇଛି। ଅଧିକାରୀମାନଙ୍କୁ ସମୟସୀମା ମଧ୍ୟରେ କାମ ସାରିବାକୁ ନିର୍ଦ୍ଦେଶ ଦିଆଯାଇଛି। ଗ୍ରାମାଞ୍ଚଳରେ ସ୍ୱାସ୍ଥ୍ୟ ସେବା ସୁଦୃଢ଼ କରିବା ପାଇଁ ନୂଆ ଯୋଜନା ଆରମ୍ଭ ହେବ। ଶିକ୍ଷା ପ୍ରତିଷ୍ଠାନଗୁଡ଼ିକର ଭିତ୍ତିଭୂମି ଉନ୍ନତି ପାଇଁ ଅର୍ଥ ମଞ୍ଜୁର ହୋଇଛି। ଚାଷୀମାନଙ୍କୁ ସମୟରେ ସାର ଓ ବିହନ ଯୋଗାଇ ଦେବାକୁ କୃଷି ବିଭାଗକୁ କୁହାଯାଇଛି। ଜନସାଧାରଣଙ୍କ ଅଭିଯୋଗ ଶୁଣାଣି ପାଇଁ ପ୍ରତି ସପ୍ତାହରେ ଶିବିର ହେବ।: [436, 439, 494, 495]
rath-body-a: ଶ୍ରୀମନ୍ଦିରରେ ମହାପ୍ରଭୁଙ୍କ ଭୋଗ ପ୍ରସଙ୍ଗକୁ ନେଇ ରାଜନୀତି ଜୋର ଧରିଛି। ବିଭିନ୍ନ ଦଳ ପରସ୍ପର ବିରୋଧରେ ଅଭିଯୋଗ କରୁଛନ୍ତି। ମନ୍ଦିର ପ୍ରଶାସନ ପକ୍ଷରୁ ସ୍ପଷ୍ଟୀକରଣ ଦିଆଯାଇଛି। ନୀତିକାନ୍ତି ଠିକ୍ ସମୟରେ ସମ୍ପନ୍ନ ହେଉଛି ବୋଲି ପ୍ରଶାସକ କହିଛନ୍ତି। ଭକ୍ତମାନେ ଶାନ୍ତି ବଜାୟ ରଖିବାକୁ ଅନୁରୋଧ କରାଯାଇଛି। ସେବାୟତ ନିଯୋଗ ଓ ଭୋଗ ମଣ୍ଡପ ବ୍ୟବସ୍ଥା ସମ୍ପର୍କରେ ବୈଠକ ହେବ।: [100, 435, 139, 491]
kolkata-photo: [198, 553, 298, 613]
march-headline: ମହିଳା ଡାକ୍ତରଙ୍କ ହତ୍ୟା ନ୍ୟାୟ ଦାବିରେ ଶୋଭାଯାତ୍ରା: [302, 537, 491, 547]
lead-body-col3: ନୂଆଦିଲ୍ଲୀ, ୨୩।୮(ଏଜେନ୍ସି): ସୁପ୍ରିମକୋର୍ଟ ଶୁକ୍ରବାର ଏକ ଗୁରୁତ୍ୱପୂର୍ଣ୍ଣ ରାୟ ଦେଇ କହିଛନ୍ତି ଯେ ଅନୁସୂଚିତ ଜାତି ଓ ଜନଜାତି ଅତ୍ୟାଚାର ନିରୋଧ ଆଇନ କେବଳ ଜାତିଗତ ଅପମାନ କିମ୍ବା ଧମକ କ୍ଷେତ୍ରରେ ଲାଗୁ ହେବ। ଅଭିଯୋଗକାରୀ ଏସସି କିମ୍ବା ଏସଟି ବର୍ଗର ହୋଇଥିଲେ ମଧ୍ୟ ପ୍ରତ୍ୟେକ ଅପମାନ ବା ଧମକକୁ ଏହି ଆଇନ ଅଧୀନରେ ଅପରାଧ ଭାବେ ଗଣାଯିବ ନାହିଁ ବୋଲି ଖଣ୍ଡପୀଠ ମତ ଦେଇଛନ୍ତି। ଏହି ଆଇନରେ ଅପରାଧ ପ୍ରମାଣ ପାଇଁ ଅପମାନ ଜାତିଗତ ଆଧାରରେ ହୋଇଥିବା ଆବଶ୍ୟକ ବୋଲି ଅଦାଲତ ସ୍ପଷ୍ଟ କରିଛନ୍ତି।: [222, 125, 298, 164]
lead-rule: [8, 178, 296, 179]
leftcol-box-title: ଜାତିପ୍ରମାଣପତ୍ରରେ ହେରଫେର ଅଭିଯୋଗ: [10, 420, 94, 434]
march-body-b: ମହିଳା ଡାକ୍ତରଙ୍କ ହତ୍ୟା ଘଟଣାରେ ନ୍ୟାୟ ଦାବି କରି ସହରରେ ଏକ ବିଶାଳ ଶୋଭାଯାତ୍ରା ବାହାରିଥିଲା। ଏଥିରେ ବହୁ ସଂଖ୍ୟାରେ ଡାକ୍ତର, ନର୍ସ ଓ ସାଧାରଣ ଲୋକ ଯୋଗ ଦେଇଥିଲେ। ଦୋଷୀଙ୍କୁ ଫାଶୀ ଦଣ୍ଡ ଦାବିରେ ସ୍ଲୋଗାନ ଦିଆଯାଇଥିଲା। ଜିଲ୍ଲାପାଳଙ୍କ ମାଧ୍ୟମରେ ରାଷ୍ଟ୍ରପତିଙ୍କୁ ସ୍ମାରକପତ୍ର ଦିଆଯାଇଛି।: [366, 553, 427, 583]
opinion-body-col1b: ଜିଲ୍ଲାର ବିଭିନ୍ନ ବ୍ଲକରେ ଉନ୍ନୟନ କାର୍ଯ୍ୟ ତ୍ୱରାନ୍ୱିତ କରିବା ପାଇଁ ଜିଲ୍ଲାପାଳ ସମୀକ୍ଷା ବୈଠକ କରିଛନ୍ତି। ରାସ୍ତା, ବିଜୁଳି ଓ ପାନୀୟ ଜଳ ଯୋଗାଣ ଉପରେ ଗୁରୁତ୍ୱ ଦିଆଯାଇଛି। ଅଧିକାରୀମାନଙ୍କୁ ସମୟସୀମା ମଧ୍ୟରେ କାମ ସାରିବାକୁ ନିର୍ଦ୍ଦେଶ ଦିଆଯାଇଛି। ଗ୍ରାମାଞ୍ଚଳରେ ସ୍ୱାସ୍ଥ୍ୟ ସେବା ସୁଦୃଢ଼ କରିବା ପାଇଁ ନୂଆ ଯୋଜନା ଆରମ୍ଭ ହେବ। ଶିକ୍ଷା ପ୍ରତିଷ୍ଠାନଗୁଡ଼ିକର ଭିତ୍ତିଭୂମି ଉନ୍ନତି ପାଇଁ ଅର୍ଥ ମଞ୍ଜୁର ହୋଇଛି। ଚାଷୀମାନଙ୍କୁ ସମୟରେ ସାର ଓ ବିହନ ଯୋଗାଇ ଦେବାକୁ କୃଷି ବିଭାଗକୁ କୁହାଯାଇଛି। ଜ: [404, 274, 449, 334]
bottom-body-a: ବିଗତ ପାଞ୍ଚ ବର୍ଷ ମଧ୍ୟରେ ବଜ୍ରପାତ ଯୋଗୁଁ ଏହି ଅଞ୍ଚଳରେ ପନ୍ଦର ଜଣଙ୍କ ଜୀବନ ଯାଇଛି। ଚାଷ କାମ କରୁଥିବା ବେଳେ ଅଧିକାଂଶ ଘଟଣା ଘଟିଛି। ପ୍ରଶାସନ ପକ୍ଷରୁ ସଚେତନତା କାର୍ଯ୍ୟକ୍ରମ ହେଉନାହିଁ ବୋଲି ଅଭିଯୋଗ। ମୃତକଙ୍କ ପରିବାରକୁ ସହାୟତା ରାଶି ଦିଆଯାଇଛି। ବଜ୍ରନିରୋଧକ ସ୍ଥାପନ ଦାବି ହେଉଛି।: [100, 669, 163, 695]
